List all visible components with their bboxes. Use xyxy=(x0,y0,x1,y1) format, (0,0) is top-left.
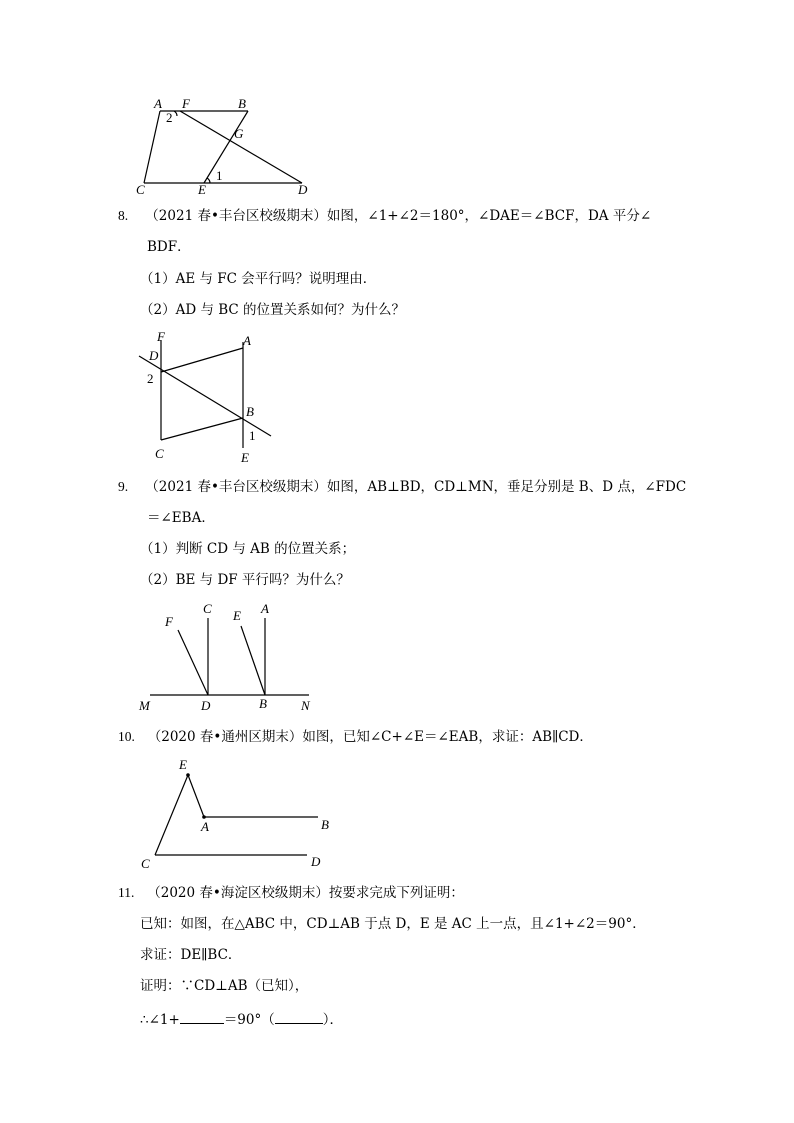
segment-DF xyxy=(178,630,208,695)
label-1: 1 xyxy=(216,168,223,183)
figure-q8 xyxy=(135,328,285,464)
q11-line-1 xyxy=(118,884,464,902)
q11-step-1 xyxy=(140,1009,343,1029)
label-C: C xyxy=(136,182,145,197)
q11-text-1: （2020 春•海淀区校级期末）按要求完成下列证明： xyxy=(147,885,464,901)
q8-sub-1: （1）AE 与 FC 会平行吗？说明理由． xyxy=(140,271,377,287)
step-middle: ＝90°（ xyxy=(223,1012,275,1028)
label-N: N xyxy=(301,698,310,713)
q9-sub-2: （2）BE 与 DF 平行吗？为什么？ xyxy=(140,572,350,588)
label-D: D xyxy=(298,182,308,197)
answer-blank-reason[interactable] xyxy=(275,1009,323,1024)
label-F: F xyxy=(165,614,173,629)
q10-number: 10. xyxy=(118,729,135,744)
label-2: 2 xyxy=(166,110,173,125)
q10-line-1 xyxy=(118,728,593,746)
label-A: A xyxy=(154,96,162,111)
q8-line-1 xyxy=(118,207,651,225)
segment-BE xyxy=(241,626,265,695)
label-B: B xyxy=(259,696,267,711)
label-A: A xyxy=(243,333,251,348)
q11-prove: 求证：DE∥BC． xyxy=(140,947,242,963)
label-D: D xyxy=(149,348,159,363)
q9-sub-1: （1）判断 CD 与 AB 的位置关系； xyxy=(140,541,356,557)
angle-1-arc xyxy=(207,178,210,183)
label-A: A xyxy=(201,819,209,834)
answer-blank-angle[interactable] xyxy=(180,1009,224,1024)
label-2: 2 xyxy=(147,371,154,386)
label-D: D xyxy=(311,854,321,869)
step-suffix: ）． xyxy=(322,1012,343,1028)
label-F: F xyxy=(182,96,190,111)
label-E: E xyxy=(233,608,241,623)
segment-DA xyxy=(161,348,243,372)
q8-text-1: （2021 春•丰台区校级期末）如图，∠1+∠2＝180°，∠DAE＝∠BCF，DA 平分∠ xyxy=(145,208,652,224)
segment-EA xyxy=(188,775,204,817)
q9-line-1 xyxy=(118,478,686,496)
label-B: B xyxy=(238,96,246,111)
segment-CE xyxy=(155,775,188,855)
label-1: 1 xyxy=(249,428,256,443)
label-D: D xyxy=(201,698,211,713)
point-E xyxy=(186,773,190,777)
label-C: C xyxy=(203,601,212,616)
segment-CB xyxy=(161,418,243,440)
q8-line-2: BDF． xyxy=(147,239,191,255)
label-C: C xyxy=(141,856,150,871)
q10-text-1: （2020 春•通州区期末）如图，已知∠C+∠E＝∠EAB，求证：AB∥CD． xyxy=(147,729,593,745)
q9-number: 9. xyxy=(118,479,129,494)
angle-2-arc xyxy=(174,111,177,116)
figure-q7 xyxy=(130,92,330,200)
label-F: F xyxy=(157,329,165,344)
label-B: B xyxy=(321,817,329,832)
q8-number: 8. xyxy=(118,208,129,223)
label-G: G xyxy=(234,126,244,141)
figure-q10 xyxy=(135,755,335,871)
q11-proof: 证明：∵CD⊥AB（已知）， xyxy=(140,978,309,994)
q11-number: 11. xyxy=(118,885,135,900)
q9-line-2: ＝∠EBA． xyxy=(147,510,215,526)
label-E: E xyxy=(198,182,206,197)
figure-q9 xyxy=(135,598,325,716)
transversal xyxy=(139,356,271,436)
label-A: A xyxy=(261,601,269,616)
q8-sub-2: （2）AD 与 BC 的位置关系如何？为什么？ xyxy=(140,302,406,318)
label-C: C xyxy=(155,446,164,461)
label-E: E xyxy=(241,450,249,464)
label-B: B xyxy=(246,404,254,419)
q9-text-1: （2021 春•丰台区校级期末）如图，AB⊥BD，CD⊥MN，垂足分别是 B、D 点，∠FDC xyxy=(145,479,687,495)
q11-given: 已知：如图，在△ABC 中，CD⊥AB 于点 D，E 是 AC 上一点，且∠1+∠2＝90°． xyxy=(140,916,646,932)
label-E: E xyxy=(179,757,187,772)
segment-AC xyxy=(144,111,160,183)
label-M: M xyxy=(139,698,150,713)
step-prefix: ∴∠1+ xyxy=(140,1012,180,1028)
